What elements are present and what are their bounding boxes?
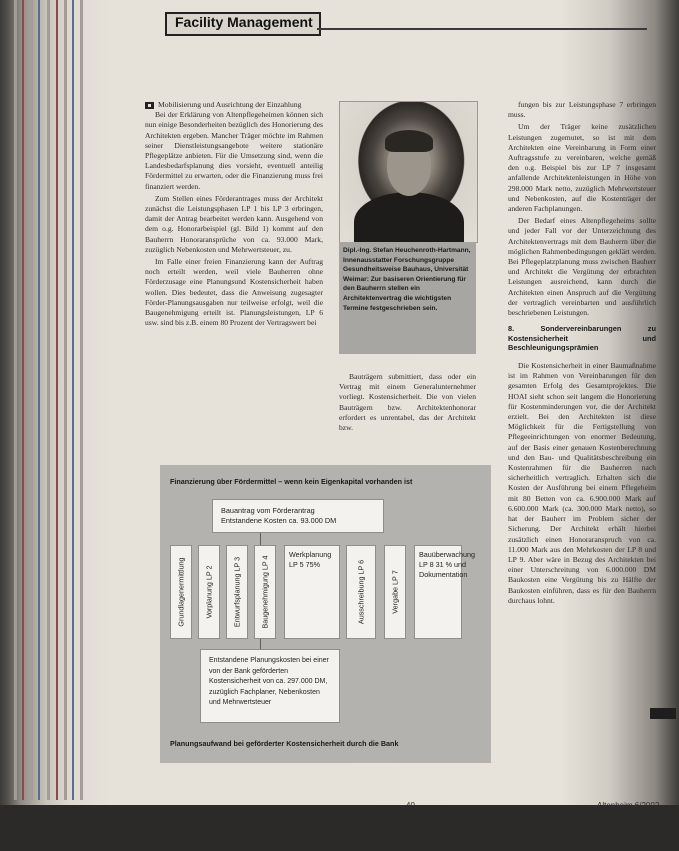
phase-label: Vorplanung LP 2 — [204, 565, 214, 619]
paragraph: Bei der Erklärung von Altenpflegeheimen können sich nun einige Besonderheiten bezüglich des Honorierung des Architekten ergeben. Mancher Träger möchte im Rahmen seiner Dienstleistungsangebote weitere stationäre Pflegeplätze anbieten. Für die Umsetzung sind, wenn die Landesbedarfsplanung dies vorsieht, eventuell anteilig Fördermittel zu erwarten, oder die Finanzierung muss frei finanziert werden. — [145, 110, 323, 191]
issue-label: Altenheim 6/2002 — [597, 801, 660, 810]
book-edge — [64, 0, 67, 800]
cost-box-bottom: Entstandene Planungskosten bei einer von der Bank geförderten Kostensicherheit von ca. 297.000 DM, zuzüglich Fachplaner, Nebenkosten und Mehrwertsteuer — [200, 649, 340, 723]
phase-label: Grundlagenermittlung — [176, 557, 186, 627]
scan-bottom-shadow — [0, 805, 679, 851]
phase-box — [414, 545, 475, 639]
paragraph: Im Falle einer freien Finanzierung kann der Auftrag noch erteilt werden, weil viele Bauherren ohne Förderzusage eine Planungsund Kostensicherheit haben wollen. Dies bedeutet, dass die Anweisung zugesagter Förder-Planungsausgaben nur teilweise erfolgt, weil die Baugenehmigung erteilt ist. Planungsleistungen, LP 6 usw. sind bis z.B. einem 80 Prozent der Vertragswert bei — [145, 257, 323, 328]
page-number: 40 — [406, 801, 415, 810]
phase-label: Vergabe LP 7 — [390, 570, 400, 614]
header-rule — [317, 28, 647, 30]
phase-label: Bauüberwachung LP 8 31 % und Dokumentation — [419, 550, 475, 579]
phase-label: Werkplanung LP 5 75% — [289, 550, 332, 569]
bullet-text: Mobilisierung und Ausrichtung der Einzahlung — [158, 100, 302, 109]
phase-box — [170, 545, 192, 639]
section-title: Facility Management — [175, 14, 313, 30]
text-column-3 — [508, 100, 656, 608]
phase-label: Baugenehmigung LP 4 — [260, 555, 270, 629]
cost-box-top — [212, 499, 384, 533]
paragraph: Der Bedarf eines Altenpflegeheims sollte und jeder Fall vor der Unterzeichnung des Architektenvertrags mit dem Bauherrn über die möglichen Rahmenbedingungen geklärt werden. Bei Pflegeplatzplanung muss zwischen Bauherr und Architekt die Vergütung der erbrachten Leistungen ausreichend, kann durch die Architekten einen Anspruch auf die Vergütung der vertraglich vereinbarten und ausführlich beschriebenen Leistungen. — [508, 216, 656, 318]
paragraph: fungen bis zur Leistungsphase 7 erbringen muss. — [508, 100, 656, 120]
portrait-photo — [339, 101, 478, 243]
phase-label: Ausschreibung LP 6 — [356, 559, 366, 625]
book-edge — [22, 0, 24, 800]
paragraph: Die Kostensicherheit in einer Baumaßnahme ist im Rahmen von Vereinbarungen für den gesamten Erfolg des Gesamtprojektes. Die HOAI sieht schon seit langem die Honorierung für Kostenminderungen vor, die der Architekt erzielt. Bei den Architekten ist diese Möglichkeit für die Fertigstellung von Pflegeeinrichtungen von enormer Bedeutung, auf der Basis einer genauen Kostenberechnung und den Bau- und Qualitätsbeschreibung ein Kostenrahmen für die Bauherren nach sicherheitlich vertraglich. Erhalten sich die Kosten der Ausführung bei einem Pflegeheim mit 80 Betten von ca. 6.900.000 Mark auf 6.600.000 Mark (ca. 300.000 Mark netto), so hat der Bauherr im Problem sicher der Sicherung. Der Architekt erhält hierbei zusätzlich einen Honoraranspruch von ca. 11.000 Mark aus den Mehrkosten der LP 8 und LP 9. Aber wäre in Bezug des Architekten bei einer Unterschreitung von 6.000.000 DM Baukosten eine Vergütung bis zu Hälfte der Baukosten einführen, dass es für den Bauherrn durchaus lohnt. — [508, 361, 656, 605]
diagram-title: Finanzierung über Fördermittel – wenn kein Eigenkapital vorhanden ist — [170, 477, 413, 486]
text-column-2 — [339, 372, 476, 435]
phase-box — [384, 545, 406, 639]
phase-box — [346, 545, 376, 639]
book-edge — [72, 0, 74, 800]
cost-box-line: Entstandene Kosten ca. 93.000 DM — [221, 516, 337, 525]
portrait-shoulders — [354, 192, 464, 243]
text-column-1 — [145, 100, 323, 330]
bullet-item — [145, 100, 323, 110]
book-edge — [14, 0, 17, 800]
book-edge — [38, 0, 40, 800]
phase-box — [226, 545, 248, 639]
paragraph: Um der Träger keine zusätzlichen Leistungen zugemutet, so ist mit dem Architekten eine Vereinbarung in Form einer Auftragsstufe zu vereinbaren, welche gemäß den o.g. Beispiel bis zur LP 7 insgesamt anfallende Architektenleistungen in Höhe von 298.000 Mark netto, zuzüglich Mehrwertsteuer und Nebenkosten, auf die Kostenträger der anderen Fachplanungen. — [508, 122, 656, 214]
book-edge — [30, 0, 33, 800]
column-end-mark — [650, 708, 676, 719]
phase-box — [198, 545, 220, 639]
section-subheading: 8. Sondervereinbarungen zu Kostensicherheit und Beschleunigungsprämien — [508, 324, 656, 353]
phase-label: Entwurfsplanung LP 3 — [232, 556, 242, 628]
square-bullet-icon — [145, 102, 154, 109]
book-edge — [47, 0, 50, 800]
connector-line — [260, 639, 261, 649]
phase-box — [284, 545, 340, 639]
financing-diagram — [160, 465, 491, 763]
cost-box-line: Bauantrag vom Förderantrag — [221, 506, 315, 515]
diagram-footer: Planungsaufwand bei geförderter Kostensicherheit durch die Bank — [170, 739, 399, 748]
photo-caption: Dipl.-Ing. Stefan Heuchenroth-Hartmann, Innenausstatter Forschungsgruppe Gesundheitsweise Bauhaus, Universität Weimar: Zur basiseren Orientierung für den Bauherrn stellen ein Architektenvertrag die wichtigsten Termine festgeschrieben sein. — [339, 242, 476, 354]
phase-box — [254, 545, 276, 639]
book-edge — [56, 0, 58, 800]
book-edge — [80, 0, 83, 800]
connector-line — [260, 533, 261, 545]
paragraph: Zum Stellen eines Förderantrages muss der Architekt zunächst die Leistungsphasen LP 1 bis LP 3 erbringen, damit der Antrag bearbeitet werden kann. Ausgehend von dem o.g. Honorarbeispiel (gl. Bild 1) kommt auf den Bauherrn Honoraransprüche von ca. 93.000 Mark, zuzüglich Nebenkosten und Mehrwertsteuer, zu. — [145, 193, 323, 254]
paragraph: Bauträgern submittiert, dass oder ein Vertrag mit einem Generalunternehmer vorliegt. Kostensicherheit. Die von vielen Bauträgern bzw. Architektenhonorar erfordert es unrentabel, das der Architekt bzw. — [339, 372, 476, 433]
portrait-hair — [385, 130, 433, 152]
